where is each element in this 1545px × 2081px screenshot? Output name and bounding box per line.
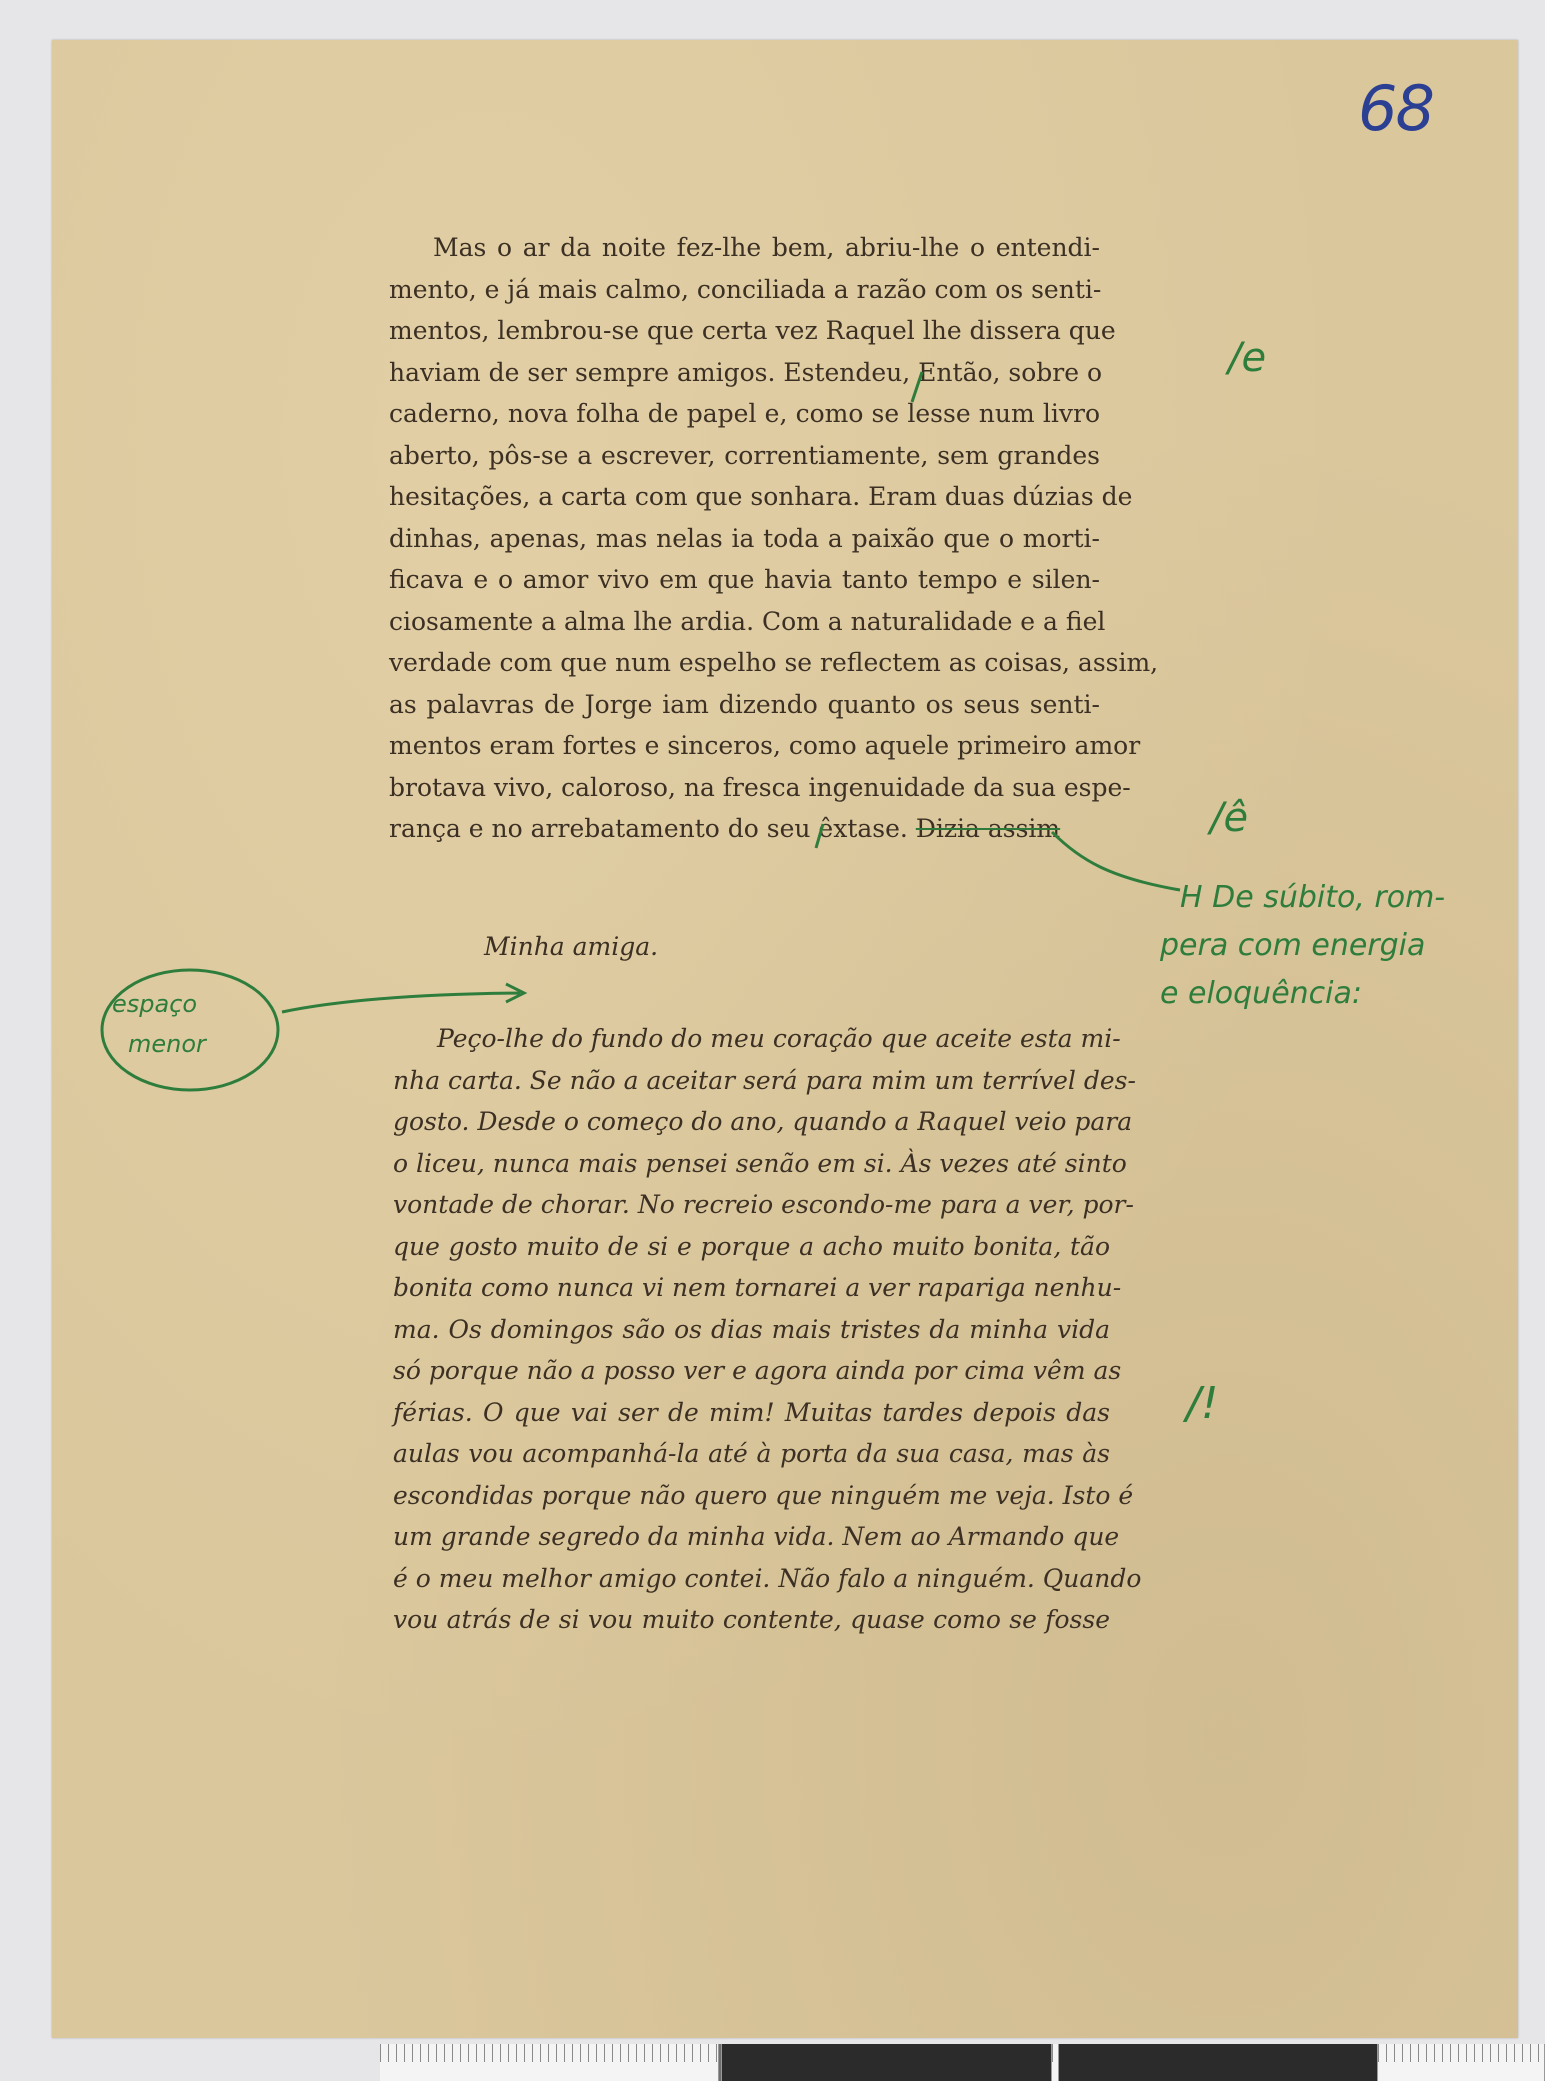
scale-segment [1052, 2044, 1059, 2081]
letter-line: o liceu, nunca mais pensei senão em si. Às vezes até sinto [393, 1148, 1127, 1178]
margin-mark-e-circumflex: /ê [1210, 795, 1249, 841]
prose-line: haviam de ser sempre amigos. Estendeu, Então, sobre o [389, 357, 1103, 387]
letter-body [393, 1018, 1142, 1641]
prose-last-line-text: rança e no arrebatamento do seu êxtase. [389, 814, 908, 843]
scale-segment [380, 2044, 719, 2081]
scale-segment [1059, 2044, 1378, 2081]
letter-line: vou atrás de si vou muito contente, quase como se fosse [393, 1605, 1110, 1634]
scale-segment [722, 2044, 1051, 2081]
page-number: 68 [1358, 72, 1433, 145]
letter-line: um grande segredo da minha vida. Nem ao Armando que [393, 1522, 1120, 1551]
letter-line: só porque não a posso ver e agora ainda por cima vêm as [393, 1356, 1122, 1385]
letter-line: ma. Os domingos são os dias mais tristes da minha vida [393, 1314, 1110, 1344]
prose-line: as palavras de Jorge iam dizendo quanto os seus senti- [389, 689, 1100, 719]
prose-line: hesitações, a carta com que sonhara. Eram duas dúzias de [389, 482, 1133, 511]
letter-line: escondidas porque não quero que ninguém me veja. Isto é [393, 1480, 1134, 1510]
margin-mark-e: /e [1228, 335, 1267, 381]
letter-line: é o meu melhor amigo contei. Não falo a ninguém. Quando [393, 1563, 1142, 1593]
scan-color-scale [380, 2044, 1545, 2081]
insertion-note-line: e eloquência: [1160, 976, 1362, 1011]
insertion-note-line: H De súbito, rom- [1180, 880, 1446, 915]
margin-note-line: espaço [112, 990, 198, 1018]
letter-line: aulas vou acompanhá-la até à porta da sua casa, mas às [393, 1439, 1110, 1468]
letter-line: férias. O que vai ser de mim! Muitas tardes depois das [393, 1397, 1110, 1427]
prose-line: Mas o ar da noite fez-lhe bem, abriu-lhe o entendi- [433, 233, 1100, 262]
margin-note-line: menor [128, 1030, 206, 1058]
prose-line: verdade com que num espelho se reflectem as coisas, assim, [389, 648, 1159, 677]
letter-line: Peço-lhe do fundo do meu coração que aceite esta mi- [437, 1024, 1121, 1053]
prose-last-line [389, 808, 1100, 850]
margin-mark-exclamation: /! [1186, 1378, 1219, 1429]
prose-line: mentos eram fortes e sinceros, como aquele primeiro amor [389, 731, 1141, 760]
letter-line: vontade de chorar. No recreio escondo-me para a ver, por- [393, 1190, 1134, 1219]
prose-line: mento, e já mais calmo, conciliada a razão com os senti- [389, 274, 1102, 304]
prose-line: dinhas, apenas, mas nelas ia toda a paixão que o morti- [389, 523, 1100, 553]
insertion-note-line: pera com energia [1160, 928, 1426, 963]
letter-line: gosto. Desde o começo do ano, quando a Raquel veio para [393, 1107, 1133, 1136]
prose-line: caderno, nova folha de papel e, como se lesse num livro [389, 399, 1100, 428]
prose-line: ficava e o amor vivo em que havia tanto tempo e silen- [389, 565, 1100, 594]
scale-segment [1378, 2044, 1545, 2081]
prose-line: aberto, pôs-se a escrever, correntiamente, sem grandes [389, 440, 1100, 470]
prose-paragraph [389, 227, 1159, 850]
letter-line: bonita como nunca vi nem tornarei a ver rapariga nenhu- [393, 1273, 1122, 1302]
struck-text: Dizia assim [915, 814, 1061, 843]
prose-line: ciosamente a alma lhe ardia. Com a naturalidade e a fiel [389, 606, 1106, 636]
letter-salutation: Minha amiga. [484, 932, 659, 961]
prose-line: brotava vivo, caloroso, na fresca ingenuidade da sua espe- [389, 772, 1131, 802]
prose-line: mentos, lembrou-se que certa vez Raquel lhe dissera que [389, 316, 1116, 345]
letter-line: nha carta. Se não a aceitar será para mim um terrível des- [393, 1065, 1136, 1095]
letter-line: que gosto muito de si e porque a acho muito bonita, tão [393, 1231, 1110, 1261]
